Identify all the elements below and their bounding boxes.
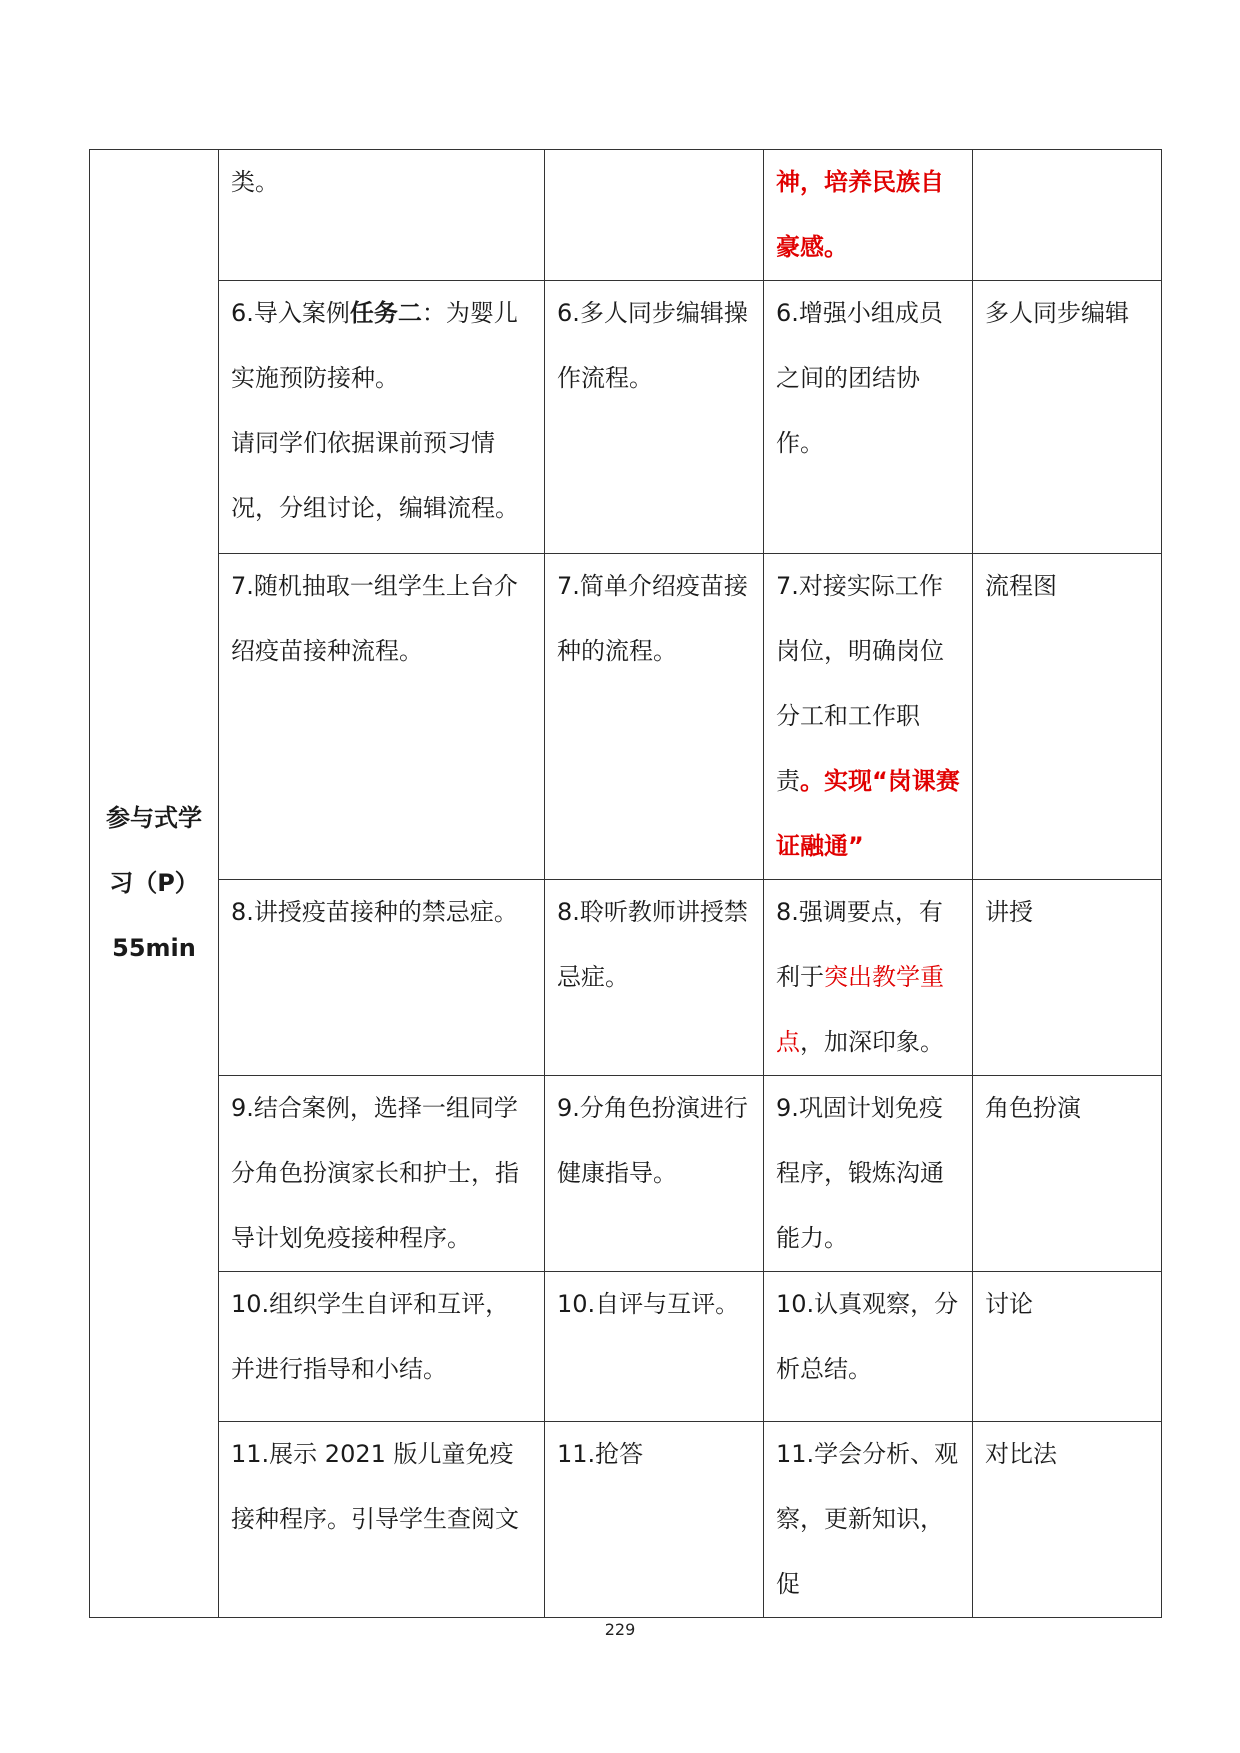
student-activity-cell: 8.聆听教师讲授禁忌症。 (545, 880, 764, 1076)
method-cell: 讲授 (973, 880, 1162, 1076)
design-intent-text: 8.强调要点，有利于 (776, 898, 943, 991)
design-intent-highlight: 神，培养民族自豪感。 (776, 168, 944, 261)
design-intent-cell: 9.巩固计划免疫程序，锻炼沟通能力。 (764, 1076, 973, 1272)
teacher-activity-cell: 7.随机抽取一组学生上台介绍疫苗接种流程。 (219, 554, 545, 880)
student-activity-cell (545, 150, 764, 281)
student-activity-cell: 10.自评与互评。 (545, 1272, 764, 1422)
design-intent-cell (764, 880, 973, 1076)
teacher-activity-cell: 9.结合案例，选择一组同学分角色扮演家长和护士，指导计划免疫接种程序。 (219, 1076, 545, 1272)
teacher-activity-text: 请同学们依据课前预习情况，分组讨论，编辑流程。 (231, 429, 519, 522)
design-intent-cell (764, 554, 973, 880)
phase-label-line1: 参与式学 (106, 804, 202, 832)
method-cell: 流程图 (973, 554, 1162, 880)
teacher-activity-cell: 8.讲授疫苗接种的禁忌症。 (219, 880, 545, 1076)
design-intent-cell: 11.学会分析、观察，更新知识，促 (764, 1422, 973, 1618)
page-number: 229 (604, 1620, 636, 1639)
design-intent-text: 7.对接实际工作岗位，明确岗位分工和工作职责 (776, 572, 944, 795)
student-activity-cell: 6.多人同步编辑操作流程。 (545, 281, 764, 554)
teacher-activity-text: 6.导入案例 (231, 299, 350, 327)
table-row (90, 880, 1162, 1076)
table-row (90, 1272, 1162, 1422)
table-row (90, 554, 1162, 880)
student-activity-cell: 7.简单介绍疫苗接种的流程。 (545, 554, 764, 880)
method-cell: 对比法 (973, 1422, 1162, 1618)
table-row (90, 1422, 1162, 1618)
task-two-label: 任务二 (349, 299, 422, 327)
design-intent-highlight: 突出教学重点 (776, 963, 944, 1056)
design-intent-highlight: 。实现“岗课赛证融通” (776, 767, 960, 860)
phase-duration: 55min (112, 934, 196, 962)
design-intent-cell: 6.增强小组成员之间的团结协作。 (764, 281, 973, 554)
method-cell: 多人同步编辑 (973, 281, 1162, 554)
method-cell: 讨论 (973, 1272, 1162, 1422)
design-intent-cell: 10.认真观察，分析总结。 (764, 1272, 973, 1422)
table-row (90, 1076, 1162, 1272)
method-cell: 角色扮演 (973, 1076, 1162, 1272)
design-intent-text: ，加深印象。 (800, 1028, 944, 1056)
student-activity-cell: 11.抢答 (545, 1422, 764, 1618)
table-row (90, 281, 1162, 554)
teacher-activity-cell: 类。 (219, 150, 545, 281)
teacher-activity-text: ：为婴儿实施预防接种。 (231, 299, 518, 392)
student-activity-cell: 9.分角色扮演进行健康指导。 (545, 1076, 764, 1272)
phase-cell (90, 150, 219, 1618)
teacher-activity-cell: 11.展示 2021 版儿童免疫接种程序。引导学生查阅文 (219, 1422, 545, 1618)
design-intent-cell (764, 150, 973, 281)
lesson-plan-table (89, 149, 1162, 1618)
phase-label-line2: 习（P） (109, 869, 199, 897)
teacher-activity-cell (219, 281, 545, 554)
teacher-activity-cell: 10.组织学生自评和互评，并进行指导和小结。 (219, 1272, 545, 1422)
table-row (90, 150, 1162, 281)
method-cell (973, 150, 1162, 281)
